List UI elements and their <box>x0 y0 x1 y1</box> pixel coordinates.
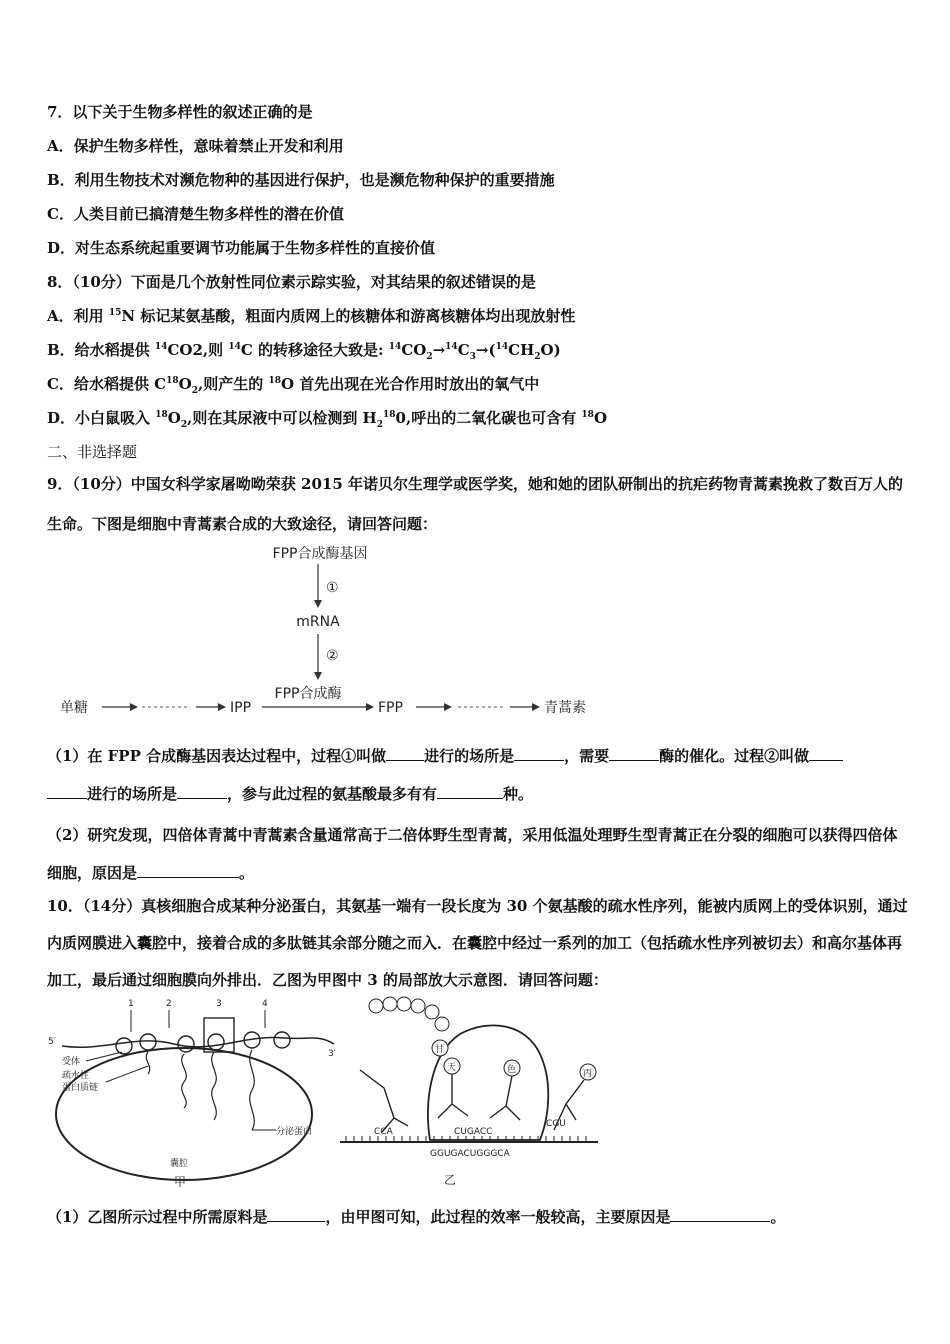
label-3: 3 <box>216 999 222 1009</box>
fpp-synthase-label: FPP合成酶 <box>274 686 342 702</box>
protein-chain-label: 蛋白质链 <box>62 1083 99 1093</box>
ribosome <box>178 1036 194 1052</box>
figure-yi <box>340 994 602 1190</box>
q10-part1: （1）乙图所示过程中所需原料是 ，由甲图可知，此过程的效率一般较高，主要原因是 。 <box>47 1208 786 1226</box>
figure-jia-caption: 甲 <box>174 1175 187 1189</box>
arrow-fpp-head <box>444 703 452 711</box>
ribosome <box>140 1034 156 1050</box>
q7-option-d: D．对生态系统起重要调节功能属于生物多样性的直接价值 <box>47 239 436 257</box>
answer-blank[interactable] <box>514 746 564 761</box>
trna-leaving <box>360 1070 408 1132</box>
label-1: 1 <box>128 999 134 1009</box>
gan-label: 甘 <box>435 1045 445 1055</box>
amino-acid <box>397 997 411 1011</box>
polypeptide-chain <box>146 1052 149 1074</box>
q8-option-b: B．给水稻提供 $^{14}$CO2,则 $^{14}$C 的转移途径大致是: $^{14}CO_2\to^{14}C_3\to(^{14}CH_2O)$ <box>47 341 561 362</box>
pointer-receptor <box>86 1052 122 1061</box>
q8-option-c: C．给水稻提供 $C^{18}O_2$,则产生的 $^{18}$O 首先出现在光合作用时放出的氧气中 <box>47 375 540 396</box>
step1-label: ① <box>326 580 339 596</box>
q9-part2: （2）研究发现，四倍体青蒿中青蒿素含量通常高于二倍体野生型青蒿，采用低温处理野生型青蒿正在分裂的细胞可以获得四倍体细胞，原因是 。 <box>47 826 898 882</box>
bing-label: 丙 <box>583 1069 593 1079</box>
trna <box>438 1074 468 1118</box>
q8-stem: 8．（10分）下面是几个放射性同位素示踪实验，对其结果的叙述错误的是 <box>47 273 536 291</box>
answer-blank[interactable] <box>47 784 87 799</box>
figure-yi-caption: 乙 <box>444 1173 457 1187</box>
answer-blank[interactable] <box>809 746 843 761</box>
answer-blank[interactable] <box>437 784 503 799</box>
receptor-label: 受体 <box>62 1057 81 1067</box>
q8-option-d: D．小白鼠吸入 $^{18}O_2$,则在其尿液中可以检测到 $H_2^{18}0$,呼出的二氧化碳也可含有 $^{18}$O <box>47 409 608 430</box>
arrow-ipp-head <box>218 703 226 711</box>
fpp-synthase-gene-label: FPP合成酶基因 <box>272 546 368 562</box>
amino-acid <box>383 997 397 1011</box>
artemisinin-label: 青蒿素 <box>544 700 586 716</box>
polypeptide-chain <box>250 1050 255 1130</box>
label-4: 4 <box>262 999 268 1009</box>
ribosome <box>274 1032 290 1048</box>
amino-acid <box>369 999 383 1013</box>
fpp-label: FPP <box>378 700 403 716</box>
pointer-hydrophobic <box>106 1066 148 1082</box>
answer-blank[interactable] <box>670 1207 770 1222</box>
artemisinin-pathway-diagram <box>50 540 610 730</box>
anticodon-cca: CCA <box>374 1127 393 1137</box>
q7-option-a: A．保护生物多样性，意味着禁止开发和利用 <box>47 137 344 155</box>
amino-acid <box>425 1005 439 1019</box>
q7-stem: 7．以下关于生物多样性的叙述正确的是 <box>47 103 313 121</box>
q7-option-b: B．利用生物技术对濒危物种的基因进行保护，也是濒危物种保护的重要措施 <box>47 171 555 189</box>
ribosome <box>208 1034 224 1050</box>
amino-acid <box>435 1017 449 1031</box>
answer-blank[interactable] <box>386 746 424 761</box>
anticodon-cgu: CGU <box>546 1119 566 1129</box>
q9-part1-line2: 进行的场所是 ，参与此过程的氨基酸最多有有 种。 <box>47 784 533 804</box>
five-prime-label: 5′ <box>48 1037 56 1047</box>
q7-option-c: C．人类目前已搞清楚生物多样性的潜在价值 <box>47 205 344 223</box>
section-title: 二、非选择题 <box>47 443 138 461</box>
ribosome <box>116 1038 132 1054</box>
arrow-step1-head <box>314 600 322 608</box>
q9-part1-line1: （1）在 FPP 合成酶基因表达过程中，过程①叫做 进行的场所是 ，需要 酶的催化。过程②叫做 <box>47 746 843 766</box>
monosaccharide-label: 单糖 <box>60 700 88 716</box>
q8-option-a: A．利用 $^{15}$N 标记某氨基酸，粗面内质网上的核糖体和游离核糖体均出现放射性 <box>47 307 576 325</box>
answer-blank[interactable] <box>177 784 227 799</box>
se-label: 色 <box>507 1065 517 1075</box>
hydrophobic-label: 疏水性 <box>62 1071 90 1081</box>
answer-blank[interactable] <box>137 863 239 878</box>
figure-jia <box>44 994 344 1190</box>
q10-stem: 10．（14分）真核细胞合成某种分泌蛋白，其氨基一端有一段长度为 30 个氨基酸的疏水性序列，能被内质网上的受体识别，通过内质网膜进入囊腔中，接着合成的多肽链其余部分随之而入．在囊腔中经过一系列的加工（包括疏水性序列被切去）和高尔基体再加工，最后通过细胞膜向外排出．乙图为甲图中 3 的局部放大示意图．请回答问题： <box>47 897 908 989</box>
arrow-sugar-a-head <box>130 703 138 711</box>
step2-label: ② <box>326 648 339 664</box>
q9-stem: 9．（10分）中国女科学家屠呦呦荣获 2015 年诺贝尔生理学或医学奖，她和她的团队研制出的抗疟药物青蒿素挽救了数百万人的生命。下图是细胞中青蒿素合成的大致途径，请回答问题： <box>47 475 904 533</box>
amino-acid <box>411 999 425 1013</box>
secreted-protein-label: 分泌蛋白 <box>276 1127 313 1137</box>
three-prime-label: 3′ <box>328 1049 336 1059</box>
tian-label: 天 <box>447 1063 457 1073</box>
anticodon-cugacc: CUGACC <box>454 1127 493 1137</box>
mrna-sequence: GGUGACUGGGCA <box>430 1149 510 1159</box>
answer-blank[interactable] <box>267 1207 325 1222</box>
mrna-label: mRNA <box>296 614 340 630</box>
polypeptide-chain <box>212 1052 217 1120</box>
polypeptide-chain <box>182 1054 187 1108</box>
lumen-label: 囊腔 <box>170 1159 189 1169</box>
ipp-label: IPP <box>230 700 252 716</box>
arrow-art-head <box>532 703 540 711</box>
answer-blank[interactable] <box>609 746 659 761</box>
arrow-ipp-fpp-head <box>366 703 374 711</box>
trna <box>490 1076 520 1120</box>
label-2: 2 <box>166 999 172 1009</box>
arrow-step2-head <box>314 672 322 680</box>
mrna-strand <box>62 1037 334 1047</box>
